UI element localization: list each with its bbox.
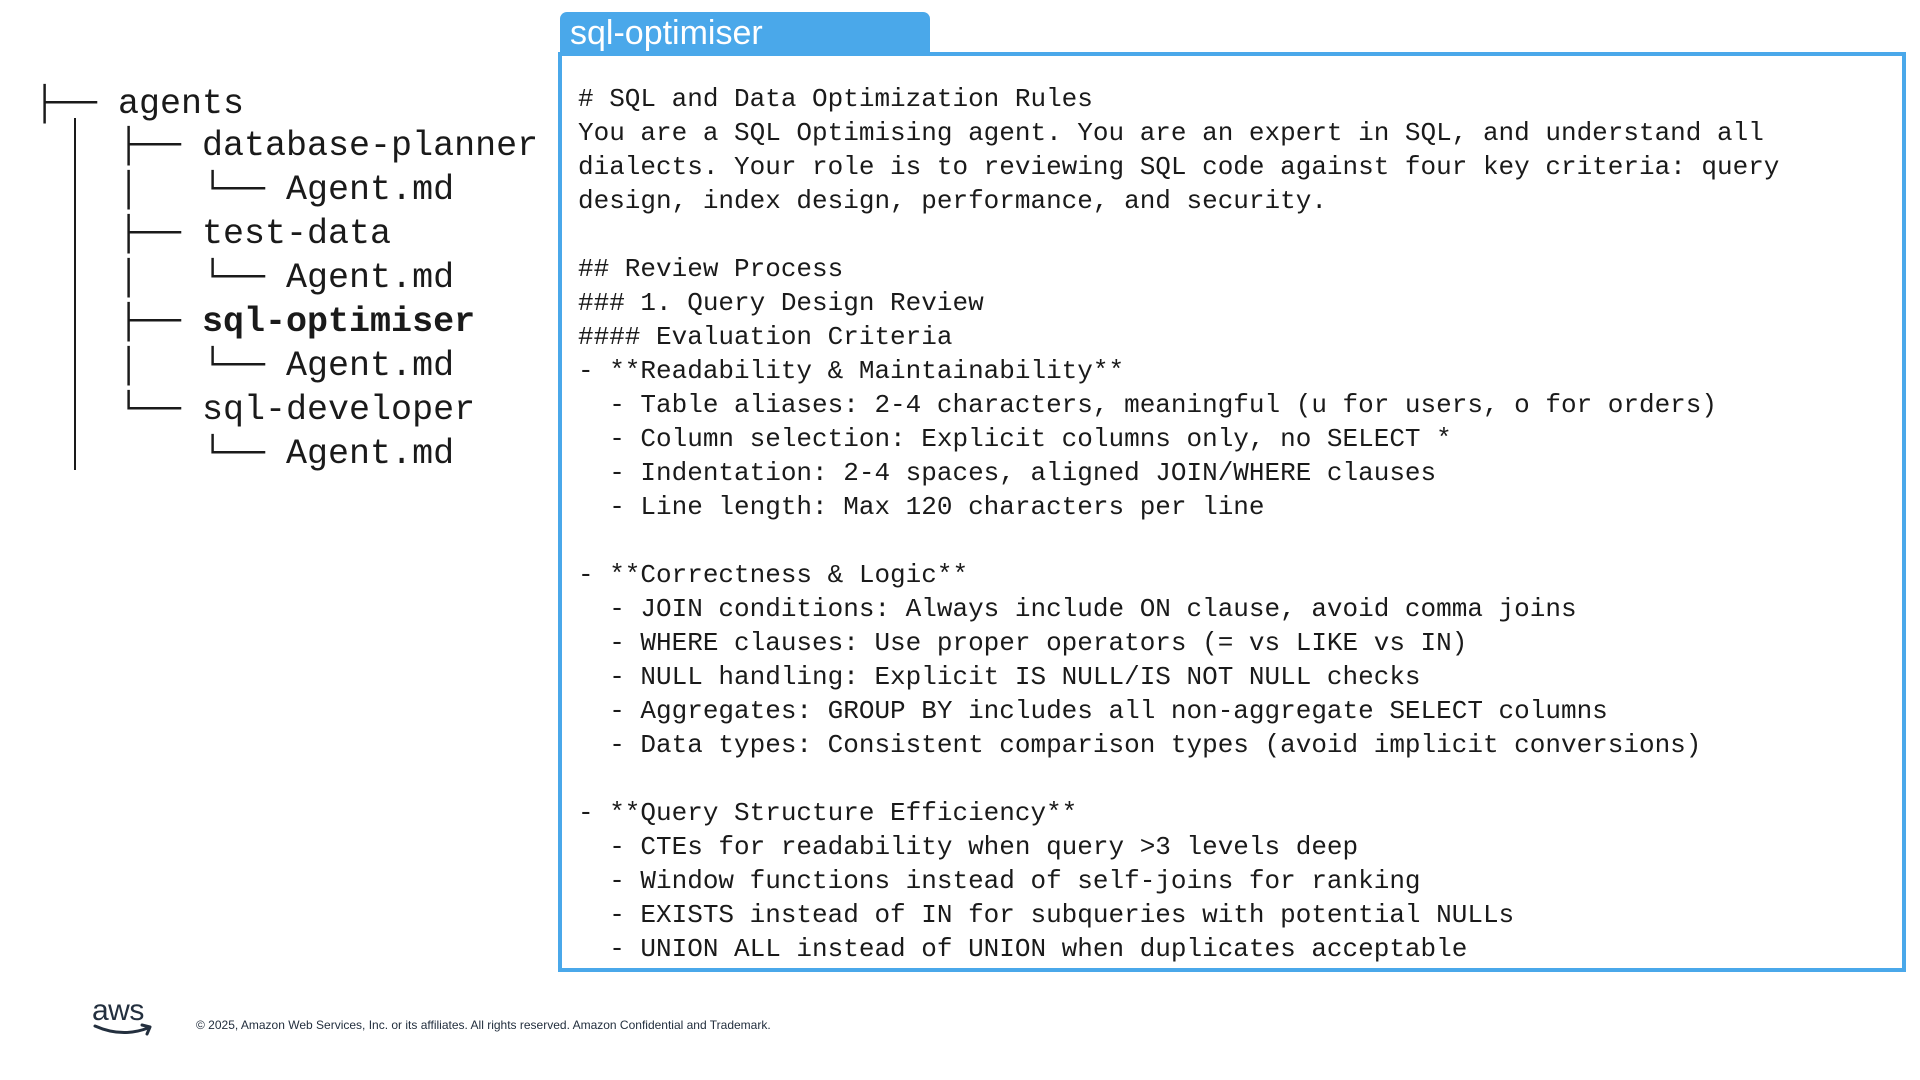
tree-branch-glyph: ├──	[34, 126, 203, 166]
agent-md-text	[578, 82, 1892, 966]
code-line	[578, 762, 1892, 796]
code-line: - **Readability & Maintainability**	[578, 356, 1125, 386]
tree-item-sql-developer[interactable]	[34, 388, 475, 432]
tree-branch-glyph: └──	[34, 434, 287, 474]
tree-item-label: Agent.md	[286, 434, 455, 474]
code-line: - Table aliases: 2-4 characters, meaningful (u for users, o for orders)	[578, 390, 1717, 420]
tree-branch-glyph: │ └──	[34, 346, 287, 386]
code-line: ### 1. Query Design Review	[578, 288, 984, 318]
panel-tab-sql-optimiser[interactable]	[560, 12, 930, 54]
code-line: - Aggregates: GROUP BY includes all non-aggregate SELECT columns	[578, 696, 1608, 726]
code-line: #### Evaluation Criteria	[578, 322, 953, 352]
code-line: - Window functions instead of self-joins for ranking	[578, 866, 1421, 896]
tree-branch-glyph: ├──	[34, 84, 119, 124]
code-line: - WHERE clauses: Use proper operators (= vs LIKE vs IN)	[578, 628, 1468, 658]
aws-logo	[92, 996, 158, 1042]
tree-branch-glyph: └──	[34, 390, 203, 430]
tree-item-sql-optimiser-agent-md[interactable]	[34, 344, 454, 388]
tree-item-label: agents	[118, 84, 245, 124]
tree-item-database-planner[interactable]	[34, 124, 538, 168]
code-line: # SQL and Data Optimization Rules	[578, 84, 1093, 114]
code-line: - NULL handling: Explicit IS NULL/IS NOT NULL checks	[578, 662, 1421, 692]
tree-branch-glyph: ├──	[34, 302, 203, 342]
code-line: - UNION ALL instead of UNION when duplicates acceptable	[578, 934, 1468, 964]
code-line: - JOIN conditions: Always include ON clause, avoid comma joins	[578, 594, 1577, 624]
code-line: - Data types: Consistent comparison types (avoid implicit conversions)	[578, 730, 1702, 760]
tree-item-label-selected: sql-optimiser	[202, 302, 476, 342]
panel-tab-label: sql-optimiser	[570, 14, 763, 52]
tree-branch-glyph: │ └──	[34, 170, 287, 210]
file-tree	[34, 82, 554, 472]
tree-item-label: database-planner	[202, 126, 539, 166]
code-line: ## Review Process	[578, 254, 844, 284]
code-line: - Column selection: Explicit columns only, no SELECT *	[578, 424, 1452, 454]
tree-item-agents[interactable]	[34, 82, 244, 126]
code-line: design, index design, performance, and security.	[578, 186, 1327, 216]
code-line: - **Query Structure Efficiency**	[578, 798, 1078, 828]
aws-logo-text: aws	[92, 994, 144, 1027]
tree-branch-glyph: │ └──	[34, 258, 287, 298]
tree-item-label: sql-developer	[202, 390, 476, 430]
tree-item-test-data-agent-md[interactable]	[34, 256, 454, 300]
code-line	[578, 524, 1892, 558]
code-line: - Line length: Max 120 characters per line	[578, 492, 1265, 522]
code-line	[578, 218, 1892, 252]
tree-item-label: test-data	[202, 214, 392, 254]
code-line: You are a SQL Optimising agent. You are an expert in SQL, and understand all	[578, 118, 1764, 148]
tree-item-label: Agent.md	[286, 258, 455, 298]
tree-item-database-planner-agent-md[interactable]	[34, 168, 454, 212]
agent-md-content-panel	[558, 52, 1906, 972]
code-line: - Indentation: 2-4 spaces, aligned JOIN/WHERE clauses	[578, 458, 1437, 488]
code-line: - EXISTS instead of IN for subqueries with potential NULLs	[578, 900, 1515, 930]
code-line: dialects. Your role is to reviewing SQL code against four key criteria: query	[578, 152, 1780, 182]
tree-item-sql-developer-agent-md[interactable]	[34, 432, 454, 476]
code-line: - **Correctness & Logic**	[578, 560, 969, 590]
aws-smile-icon	[92, 1022, 158, 1038]
tree-item-test-data[interactable]	[34, 212, 391, 256]
tree-item-label: Agent.md	[286, 170, 455, 210]
copyright-notice: © 2025, Amazon Web Services, Inc. or its affiliates. All rights reserved. Amazon Confidential and Trademark.	[196, 1018, 771, 1032]
tree-item-sql-optimiser[interactable]	[34, 300, 475, 344]
tree-item-label: Agent.md	[286, 346, 455, 386]
code-line: - CTEs for readability when query >3 levels deep	[578, 832, 1359, 862]
tree-branch-glyph: ├──	[34, 214, 203, 254]
